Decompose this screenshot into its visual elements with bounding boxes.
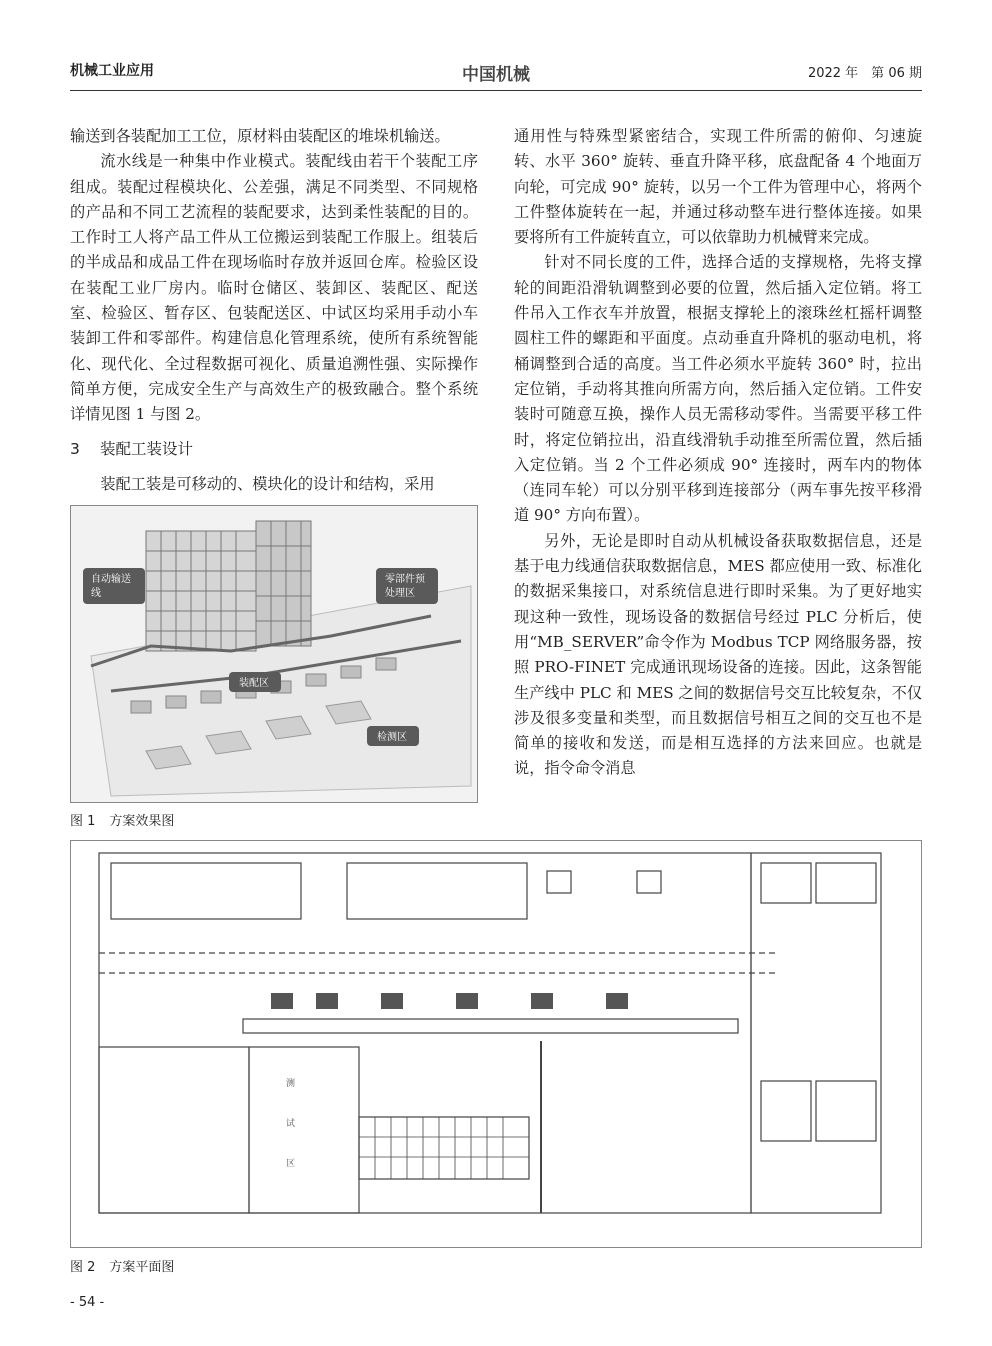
section-heading (70, 437, 193, 459)
section-paragraph: 装配工装是可移动的、模块化的设计和结构，采用 (100, 475, 435, 493)
figure-1-rendering (70, 505, 478, 803)
figure-2-title: 方案平面图 (109, 1260, 175, 1275)
floor-plan-test-char-2: 试 (286, 1119, 296, 1129)
callout-auto-conveyor-line2: 线 (91, 588, 101, 599)
floor-plan-test-char-3: 区 (286, 1159, 296, 1169)
journal-name: 中国机械 (462, 65, 530, 85)
callout-assembly-text: 装配区 (239, 678, 269, 689)
left-paragraph-2: 流水线是一种集中作业模式。装配线由若干个装配工序组成。装配过程模块化、公差强，满足不同类型、不同规格的产品和不同工艺流程的装配要求，达到柔性装配的目的。工作时工人将产品工件从工位搬运到装配工作服上。组装后的半成品和成品工件在现场临时存放并返回仓库。检验区设在装配工业厂房内。临时仓储区、装卸区、装配区、配送室、检验区、暂存区、包装配送区、中试区均采用手动小车装卸工件和零部件。构建信息化管理系统，使所有系统智能化、现代化、全过程数据可视化、质量追溯性强、实际操作简单方便，完成安全生产与高效生产的极致融合。整个系统详情见图 1 与图 2。 (70, 152, 478, 424)
left-column (70, 124, 478, 428)
page-header (0, 0, 992, 96)
figure-2-floor-plan (70, 840, 922, 1248)
figure-2-caption (70, 1256, 174, 1275)
callout-assembly-area (229, 672, 281, 692)
issue-number: 2022 年 第 06 期 (807, 66, 922, 81)
journal-section: 机械工业应用 (70, 63, 154, 79)
floor-plan-test-char-1: 测 (286, 1079, 296, 1089)
callout-parts-line1: 零部件预 (385, 574, 425, 585)
figure-1-title: 方案效果图 (109, 814, 175, 829)
header-rule (70, 90, 922, 91)
callout-parts-pretreatment (376, 568, 438, 604)
left-paragraph-1: 输送到各装配加工工位，原材料由装配区的堆垛机输送。 (70, 127, 450, 145)
callout-parts-line2: 处理区 (385, 588, 415, 599)
right-paragraph-2: 针对不同长度的工件，选择合适的支撑规格，先将支撑轮的间距沿滑轨调整到必要的位置，然后插入定位销。将工件吊入工作衣车并放置，根据支撑轮上的滚珠丝杠摇杆调整圆柱工件的螺距和平面度。点动垂直升降机的驱动电机，将桶调整到合适的高度。当工件必须水平旋转 360° 时，拉出定位销，手动将其推向所需方向，然后插入定位销。工件安装时可随意互换，操作人员无需移动零件。当需要平移工件时，将定位销拉出，沿直线滑轨手动推至所需位置，然后插入定位销。当 2 个工件必须成 90° 连接时，两车内的物体（连同车轮）可以分别平移到连接部分（两车事先按平移滑道 90° 方向布置）。 (514, 253, 922, 525)
section-title: 装配工装设计 (100, 440, 194, 458)
section-number: 3 (70, 440, 80, 458)
right-paragraph-1: 通用性与特殊型紧密结合，实现工件所需的俯仰、匀速旋转、水平 360° 旋转、垂直升降平移，底盘配备 4 个地面万向轮，可完成 90° 旋转，以另一个工件为管理中心，将两个工件整体旋转在一起，并通过移动整车进行整体连接。如果要将所有工件旋转直立，可以依靠助力机械臂来完成。 (514, 127, 922, 247)
page-number: - 54 - (70, 1295, 105, 1310)
warehouse-rendering-illustration (71, 506, 477, 802)
callout-auto-conveyor (83, 568, 145, 604)
floor-plan-illustration (71, 841, 921, 1247)
right-paragraph-3: 另外，无论是即时自动从机械设备获取数据信息，还是基于电力线通信获取数据信息，MES 都应使用一致、标准化的数据采集接口，对系统信息进行即时采集。为了更好地实现这种一致性，现场设备的数据信号经过 PLC 分析后，使用“MB_SERVER”命令作为 Modbus TCP 网络服务器，按照 PRO-FINET 完成通讯现场设备的连接。因此，这条智能生产线中 PLC 和 MES 之间的数据信号交互比较复杂，不仅涉及很多变量和类型，而且数据信号相互之间的交互也不是简单的接收和发送，而是相互选择的方法来回应。也就是说，指令命令消息 (514, 531, 922, 778)
figure-1-label: 图 1 (70, 814, 96, 829)
right-column (514, 124, 922, 782)
callout-inspection-text: 检测区 (377, 732, 407, 743)
callout-auto-conveyor-line1: 自动输送 (91, 574, 131, 585)
figure-1-caption (70, 810, 174, 829)
callout-inspection-area (367, 726, 419, 746)
figure-2-label: 图 2 (70, 1260, 96, 1275)
